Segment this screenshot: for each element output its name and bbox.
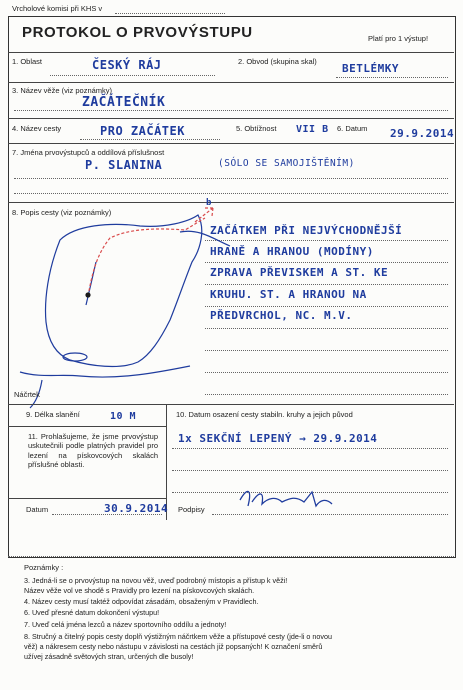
date-value: 30.9.2014 (104, 502, 169, 515)
field-7-note: (SÓLO SE SAMOJIŠTĚNÍM) (218, 158, 355, 169)
field-9-value: 10 M (110, 411, 137, 422)
sketch-label: Náčrtek (14, 390, 40, 399)
description-line-4: KRUHU. ST. A HRANOU NA (210, 288, 367, 301)
note-line: 6. Uveď přesné datum dokončení výstupu! (24, 608, 160, 617)
description-line-5: PŘEDVRCHOL, NC. M.V. (210, 309, 353, 322)
description-line-2: HRANĚ A HRANOU (MODÍNY) (210, 245, 374, 258)
field-7-value: P. SLANINA (85, 158, 163, 172)
note-line: 7. Uveď celá jména lezců a název sportovního oddílu a jednoty! (24, 620, 227, 629)
note-line: 8. Stručný a čitelný popis cesty doplň výstižným náčrtkem věže a přístupové cesty (jde-li o novou (24, 632, 333, 641)
field-6-value: 29.9.2014 (390, 127, 455, 140)
description-line-1: ZAČÁTKEM PŘI NEJVÝCHODNĚJŠÍ (210, 224, 403, 237)
note-line: 4. Název cesty musí taktéž odpovídat zásadám, obsaženým v Pravidlech. (24, 597, 259, 606)
field-10-value: 1x SEKČNÍ LEPENÝ → 29.9.2014 (178, 432, 378, 445)
field-3-value: ZAČÁTEČNÍK (82, 95, 166, 110)
signature-label: Podpisy (178, 505, 205, 514)
page-title: PROTOKOL O PRVOVÝSTUPU (22, 24, 253, 41)
notes-divider (8, 556, 454, 557)
note-line: věž) a nákresem cesty nebo nástupu v závislosti na cestách již popsaných! K označení směrů (24, 642, 323, 651)
validity-note: Platí pro 1 výstup! (368, 34, 429, 43)
field-4-value: PRO ZAČÁTEK (100, 124, 185, 138)
field-2-label: 2. Obvod (skupina skal) (238, 57, 317, 66)
date-label: Datum (26, 505, 49, 514)
sketch-mark: b (206, 198, 212, 208)
field-4-label: 4. Název cesty (12, 124, 62, 133)
notes-title: Poznámky : (24, 563, 64, 572)
field-2-value: BETLÉMKY (342, 62, 399, 75)
field-5-value: VII B (296, 124, 329, 135)
field-7-label: 7. Jména prvovýstupců a oddílová příslušnost (12, 148, 165, 157)
description-line-3: ZPRAVA PŘEVISKEM A ST. KE (210, 266, 389, 279)
note-line: užívej zásadně světových stran, určených dle busoly! (24, 652, 194, 661)
field-9-label: 9. Délka slanění (26, 410, 80, 419)
field-10-label: 10. Datum osazení cesty stabiln. kruhy a jejich původ (176, 410, 353, 419)
field-1-value: ČESKÝ RÁJ (92, 58, 162, 72)
field-6-label: 6. Datum (337, 124, 368, 133)
field-1-label: 1. Oblast (12, 57, 43, 66)
field-11-declaration: 11. Prohlašujeme, že jsme prvovýstup uskutečnili podle platných pravidel pro lezení na pískovcových skalách příslušné oblasti. (28, 432, 158, 469)
field-3-label: 3. Název věže (viz poznámky) (12, 86, 113, 95)
field-8-label: 8. Popis cesty (viz poznámky) (12, 208, 112, 217)
committee-label: Vrcholové komisi při KHS v (12, 4, 103, 13)
field-5-label: 5. Obtížnost (236, 124, 277, 133)
note-line: Název věže vol ve shodě s Pravidly pro lezení na pískovcových skalách. (24, 586, 255, 595)
note-line: 3. Jedná-li se o prvovýstup na novou věž, uveď podrobný místopis a přístup k věži! (24, 576, 288, 585)
